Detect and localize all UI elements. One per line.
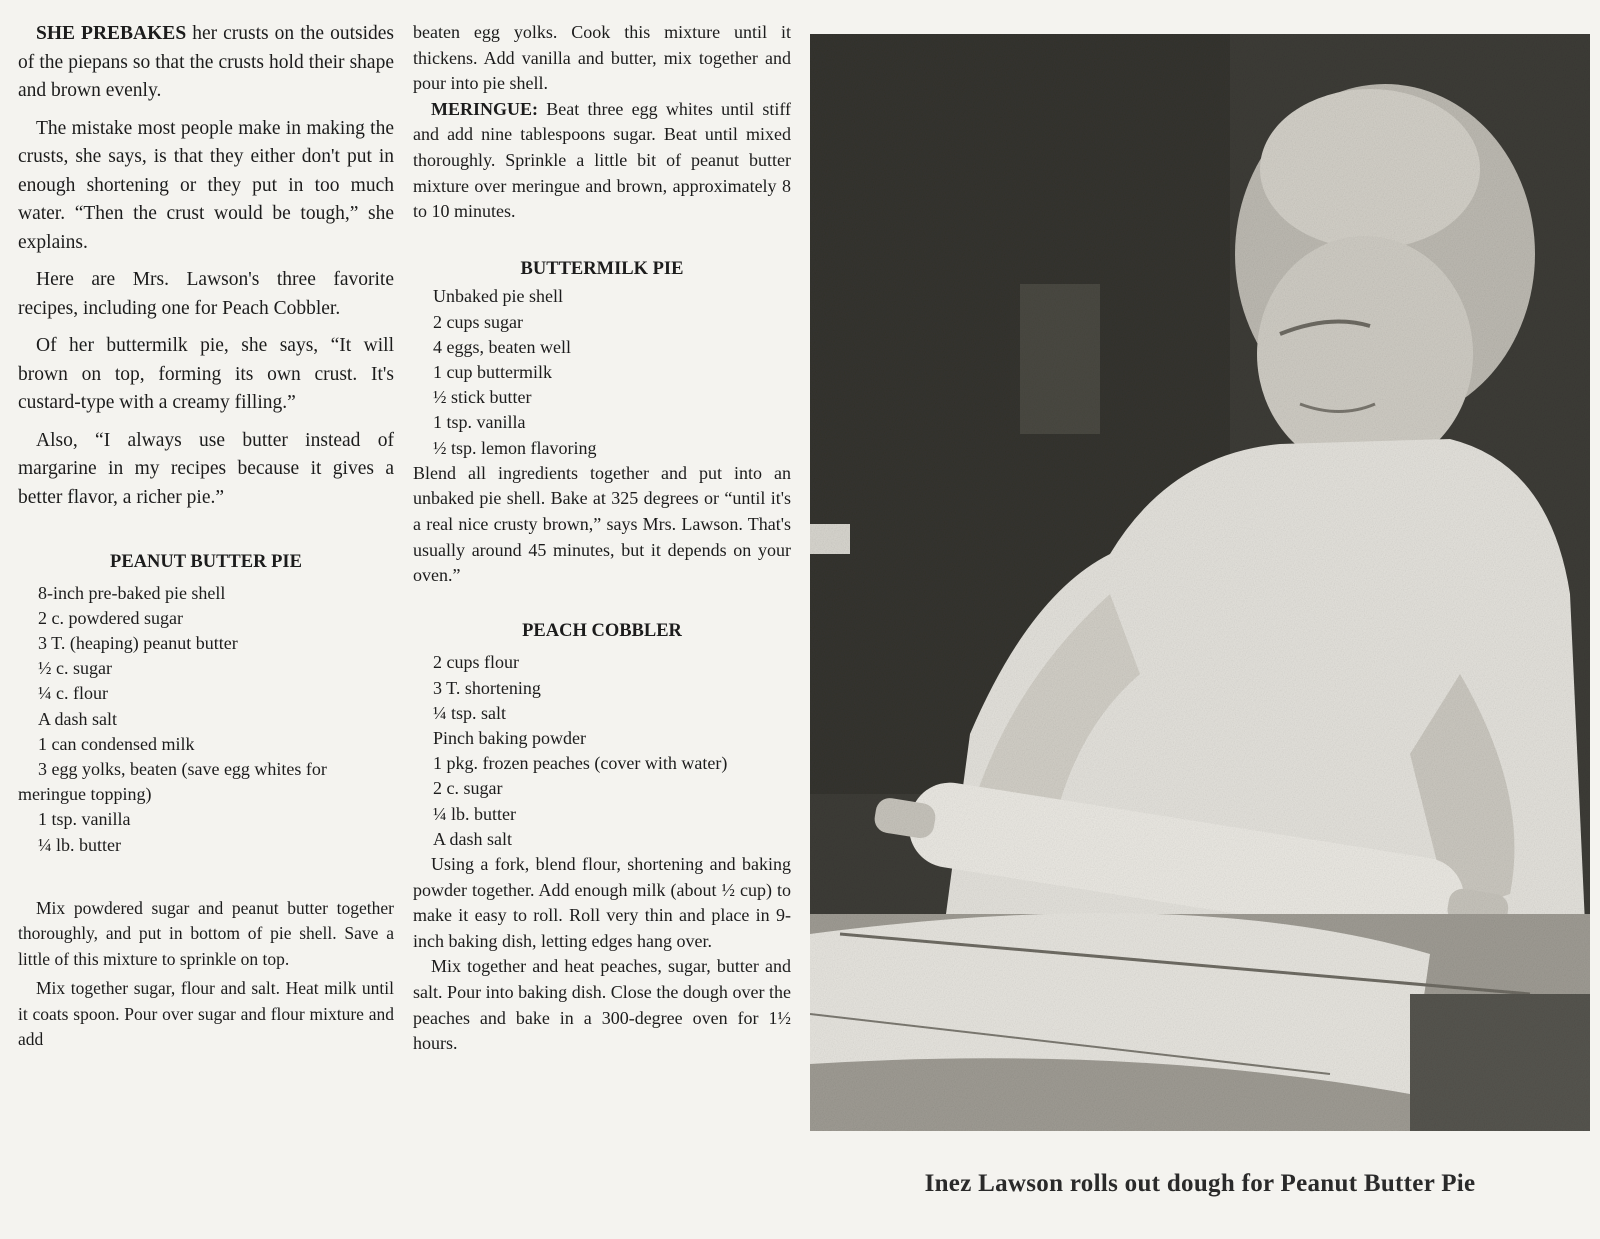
cobbler-directions-2: Mix together and heat peaches, sugar, butter and salt. Pour into baking dish. Close the dough over the peaches and bake in a 300-degree oven for 1½ hours. [413, 956, 791, 1054]
photo-illustration [810, 34, 1590, 1131]
buttermilk-directions: Blend all ingredients together and put into an unbaked pie shell. Bake at 325 degrees or “until it's a real nice crusty brown,” says Mrs. Lawson. That's usually around 45 minutes, but it depends on your oven.” [413, 462, 791, 586]
ingredient-item: 3 egg yolks, beaten (save egg whites for meringue topping) [18, 758, 327, 805]
ingredient-item: ½ c. sugar [38, 658, 112, 679]
meringue-lead: MERINGUE: [431, 98, 538, 119]
ingredient-item: Unbaked pie shell [433, 286, 563, 307]
paragraph-intro [18, 20, 394, 106]
ingredient-item: A dash salt [38, 708, 117, 729]
peanut-directions-3: beaten egg yolks. Cook this mixture until it thickens. Add vanilla and butter, mix together and pour into pie shell. [413, 22, 791, 94]
cobbler-directions-1: Using a fork, blend flour, shortening and baking powder together. Add enough milk (about ½ cup) to make it easy to roll. Roll very thin and place in 9-inch baking dish, letting edges hang over. [413, 853, 791, 951]
ingredient-item: ¼ lb. butter [38, 834, 121, 855]
ingredient-item: 3 T. (heaping) peanut butter [38, 632, 238, 653]
paragraph-butter-quote: Also, “I always use butter instead of margarine in my recipes because it gives a better flavor, a richer pie.” [18, 429, 394, 508]
peanut-butter-ingredients [18, 581, 394, 858]
article-column-2 [413, 20, 791, 1057]
peanut-directions-1: Mix powdered sugar and peanut butter together thoroughly, and put in bottom of pie shell. Save a little of this mixture to sprinkle on top. [18, 897, 394, 969]
paragraph-mistake: The mistake most people make in making the crusts, she says, is that they either don't put in enough shortening or they put in too much water. “Then the crust would be tough,” she explains. [18, 117, 394, 253]
ingredient-item: 3 T. shortening [433, 677, 541, 698]
article-column-1 [18, 20, 394, 1053]
ingredient-item: 2 cups flour [433, 652, 519, 673]
ingredient-item: 1 tsp. vanilla [38, 809, 131, 830]
ingredient-item: 2 c. sugar [433, 778, 503, 799]
ingredient-item: A dash salt [433, 828, 512, 849]
peach-cobbler-heading: PEACH COBBLER [522, 620, 682, 641]
ingredient-item: ¼ lb. butter [433, 803, 516, 824]
meringue-paragraph [413, 97, 791, 225]
paragraph-recipes: Here are Mrs. Lawson's three favorite recipes, including one for Peach Cobbler. [18, 269, 394, 319]
ingredient-item: 1 cup buttermilk [433, 361, 552, 382]
ingredient-item: 1 pkg. frozen peaches (cover with water) [433, 753, 728, 774]
ingredient-item: ¼ c. flour [38, 683, 108, 704]
intro-text: her crusts on the outsides of the piepans so that the crusts hold their shape and brown evenly. [18, 23, 394, 101]
buttermilk-ingredients [413, 284, 791, 460]
ingredient-item: Pinch baking powder [433, 727, 586, 748]
peanut-butter-pie-heading: PEANUT BUTTER PIE [110, 552, 302, 572]
peanut-directions-2: Mix together sugar, flour and salt. Heat milk until it coats spoon. Pour over sugar and flour mixture and add [18, 978, 394, 1050]
ingredient-item: ¼ tsp. salt [433, 702, 507, 723]
ingredient-item: ½ tsp. lemon flavoring [433, 437, 597, 458]
photo-caption: Inez Lawson rolls out dough for Peanut Butter Pie [924, 1170, 1476, 1197]
ingredient-item: 1 tsp. vanilla [433, 412, 526, 433]
ingredient-item: 2 cups sugar [433, 311, 523, 332]
photo-woman-rolling-dough [810, 34, 1590, 1131]
paragraph-buttermilk-quote: Of her buttermilk pie, she says, “It will brown on top, forming its own crust. It's custard-type with a creamy filling.” [18, 335, 394, 413]
meringue-text: Beat three egg whites until stiff and add nine tablespoons sugar. Beat until mixed thoroughly. Sprinkle a little bit of peanut butter mixture over meringue and brown, approximately 8 to 10 minutes. [413, 98, 791, 222]
ingredient-item: 4 eggs, beaten well [433, 336, 571, 357]
ingredient-item: 1 can condensed milk [38, 733, 195, 754]
ingredient-item: ½ stick butter [433, 387, 532, 408]
ingredient-item: 2 c. powdered sugar [38, 607, 183, 628]
lead-in: SHE PREBAKES [36, 23, 187, 44]
buttermilk-pie-heading: BUTTERMILK PIE [520, 258, 684, 279]
ingredient-item: 8-inch pre-baked pie shell [38, 582, 226, 603]
cobbler-ingredients [413, 650, 791, 852]
